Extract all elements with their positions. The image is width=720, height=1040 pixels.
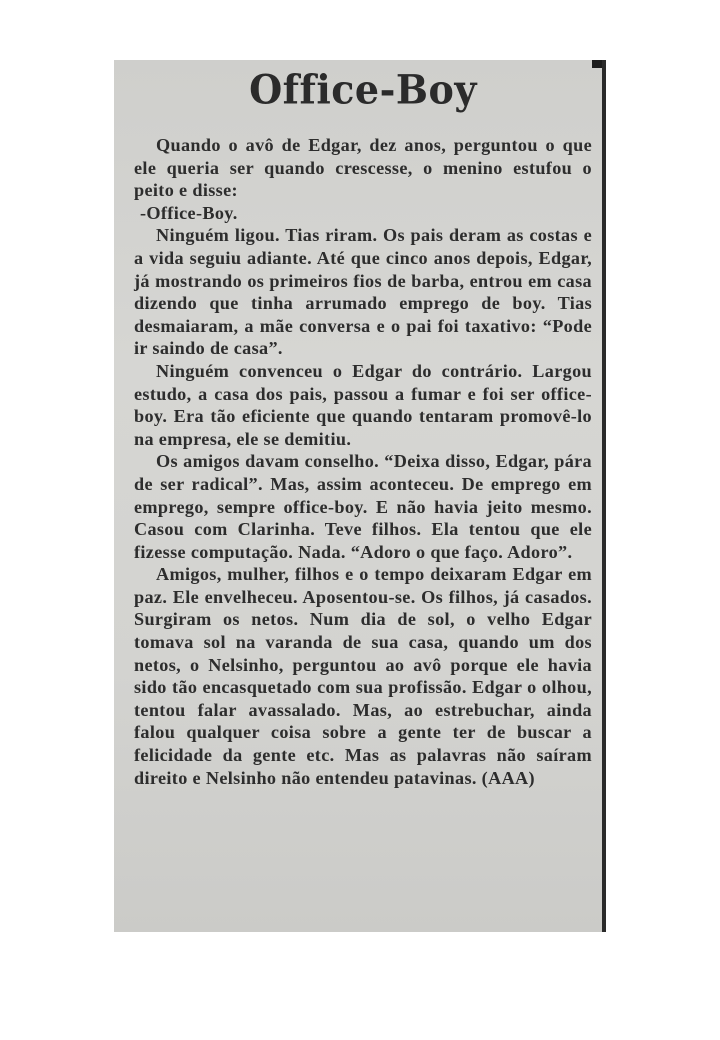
article-title: Office-Boy — [249, 65, 477, 114]
article-body — [134, 134, 592, 789]
paragraph-3: Ninguém ligou. Tias riram. Os pais deram as costas e a vida seguiu adiante. Até que cinco anos depois, Edgar, já mostrando os primeiros fios de barba, entrou em casa dizendo que tinha arrumado emprego de boy. Tias desmaiaram, a mãe conversa e o pai foi taxativo: “Pode ir saindo de casa”. — [134, 225, 592, 359]
paragraph-4: Ninguém convenceu o Edgar do contrário. Largou estudo, a casa dos pais, passou a fumar e foi ser office-boy. Era tão eficiente que quando tentaram promovê-lo na empresa, ele se demitiu. — [134, 360, 592, 449]
paragraph-6: Amigos, mulher, filhos e o tempo deixaram Edgar em paz. Ele envelheceu. Aposentou-se. Os filhos, já casados. Surgiram os netos. Num dia de sol, o velho Edgar tomava sol na varanda de sua casa, quando um dos netos, o Nelsinho, perguntou ao avô porque ele havia sido tão encasquetado com sua profissão. Edgar o olhou, tentou falar avassalado. Mas, ao estrebuchar, ainda falou qualquer coisa sobre a gente ter de buscar a felicidade da gente etc. Mas as palavras não saíram direito e Nelsinho não entendeu patavinas. (AAA) — [134, 564, 592, 788]
paragraph-5: Os amigos davam conselho. “Deixa disso, Edgar, pára de ser radical”. Mas, assim aconteceu. De emprego em emprego, sempre office-boy. E não havia jeito mesmo. Casou com Clarinha. Teve filhos. Ela tentou que ele fizesse computação. Nada. “Adoro o que faço. Adoro”. — [134, 451, 592, 562]
torn-corner — [592, 60, 606, 68]
paragraph-1: Quando o avô de Edgar, dez anos, perguntou o que ele queria ser quando crescesse, o menino estufou o peito e disse: — [134, 135, 592, 201]
paragraph-2: -Office-Boy. — [140, 202, 238, 223]
newspaper-clipping — [114, 60, 606, 932]
